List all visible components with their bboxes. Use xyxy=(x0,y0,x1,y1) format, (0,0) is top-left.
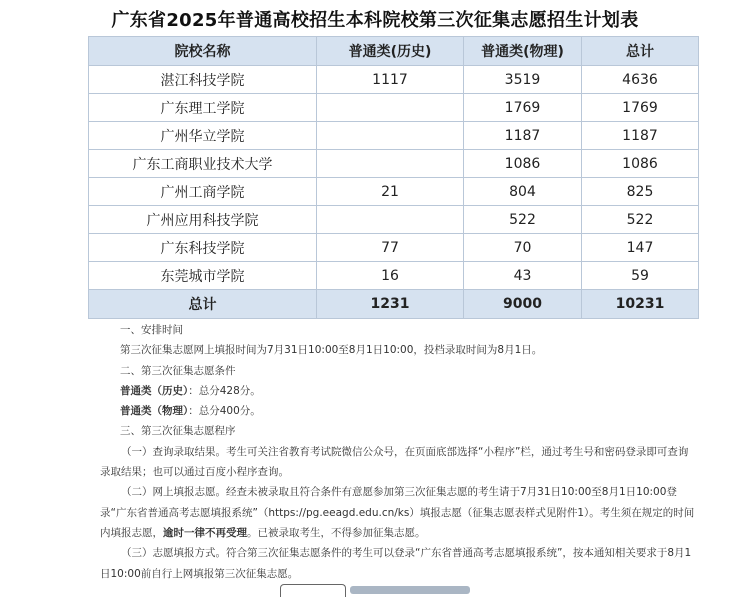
total-count: 147 xyxy=(582,234,699,262)
history-count: 21 xyxy=(317,178,464,206)
procedure-online-filing xyxy=(100,482,696,543)
physics-count: 522 xyxy=(464,206,582,234)
table-row xyxy=(89,178,699,206)
total-count: 1086 xyxy=(582,150,699,178)
table-header-row xyxy=(89,37,699,66)
school-name: 广东科技学院 xyxy=(89,234,317,262)
total-count: 825 xyxy=(582,178,699,206)
procedure-filing-method: （三）志愿填报方式。符合第三次征集志愿条件的考生可以登录“广东省普通高考志愿填报系统”，按本通知相关要求于8月1日10:00前自行上网填报第三次征集志愿。 xyxy=(100,547,692,580)
school-name: 广州工商学院 xyxy=(89,178,317,206)
section-2-title: 二、第三次征集志愿条件 xyxy=(120,364,236,377)
history-count xyxy=(317,206,464,234)
history-count: 16 xyxy=(317,262,464,290)
table-total-row xyxy=(89,290,699,319)
school-name: 广东理工学院 xyxy=(89,94,317,122)
bottom-cutoff-text xyxy=(350,586,470,594)
bottom-cutoff-button xyxy=(280,584,346,597)
school-name: 东莞城市学院 xyxy=(89,262,317,290)
total-count: 522 xyxy=(582,206,699,234)
condition-history-label: 普通类（历史） xyxy=(120,384,189,397)
physics-count: 1086 xyxy=(464,150,582,178)
history-count xyxy=(317,122,464,150)
table-row xyxy=(89,234,699,262)
total-physics: 9000 xyxy=(464,290,582,319)
condition-history xyxy=(100,381,696,401)
deadline-warning: 逾时一律不再受理 xyxy=(163,526,247,539)
condition-physics-value: ：总分400分。 xyxy=(188,405,261,418)
total-count: 4636 xyxy=(582,66,699,94)
total-label: 总计 xyxy=(89,290,317,319)
total-count: 1187 xyxy=(582,122,699,150)
total-history: 1231 xyxy=(317,290,464,319)
physics-count: 43 xyxy=(464,262,582,290)
physics-count: 1187 xyxy=(464,122,582,150)
history-count xyxy=(317,150,464,178)
school-name: 广州华立学院 xyxy=(89,122,317,150)
notice-text xyxy=(100,320,696,584)
history-count: 1117 xyxy=(317,66,464,94)
physics-count: 804 xyxy=(464,178,582,206)
school-name: 广东工商职业技术大学 xyxy=(89,150,317,178)
history-count: 77 xyxy=(317,234,464,262)
condition-physics-label: 普通类（物理） xyxy=(120,405,189,418)
enrollment-plan-table xyxy=(88,36,699,319)
online-filing-tail: 。已被录取考生，不得参加征集志愿。 xyxy=(247,526,426,539)
header-total: 总计 xyxy=(582,37,699,66)
total-count: 1769 xyxy=(582,94,699,122)
table-row xyxy=(89,122,699,150)
condition-physics xyxy=(100,401,696,421)
section-1-text: 第三次征集志愿网上填报时间为7月31日10:00至8月1日10:00，投档录取时间为8月1日。 xyxy=(120,344,543,357)
condition-history-value: ：总分428分。 xyxy=(188,384,261,397)
section-3-title: 三、第三次征集志愿程序 xyxy=(120,425,236,438)
physics-count: 70 xyxy=(464,234,582,262)
table-row xyxy=(89,94,699,122)
school-name: 广州应用科技学院 xyxy=(89,206,317,234)
table-row xyxy=(89,66,699,94)
procedure-query-results: （一）查询录取结果。考生可关注省教育考试院微信公众号，在页面底部选择“小程序”栏，通过考生号和密码登录即可查询录取结果；也可以通过百度小程序查询。 xyxy=(100,445,689,479)
table-row xyxy=(89,262,699,290)
total-count: 59 xyxy=(582,262,699,290)
table-row xyxy=(89,150,699,178)
physics-count: 1769 xyxy=(464,94,582,122)
grand-total: 10231 xyxy=(582,290,699,319)
physics-count: 3519 xyxy=(464,66,582,94)
page-title: 广东省2025年普通高校招生本科院校第三次征集志愿招生计划表 xyxy=(111,10,639,31)
header-physics: 普通类(物理) xyxy=(464,37,582,66)
history-count xyxy=(317,94,464,122)
header-school-name: 院校名称 xyxy=(89,37,317,66)
table-row xyxy=(89,206,699,234)
header-history: 普通类(历史) xyxy=(317,37,464,66)
school-name: 湛江科技学院 xyxy=(89,66,317,94)
section-1-title: 一、安排时间 xyxy=(120,324,183,336)
online-filing-text: （二）网上填报志愿。经查未被录取且符合条件有意愿参加第三次征集志愿的考生请于7月31日10:00至8月1日10:00登录“广东省普通高考志愿填报系统”（https://pg.eeagd.edu.cn/ks）填报志愿（征集志愿表样式见附件1）。考生须在规定的时间内填报志愿， xyxy=(100,486,695,539)
